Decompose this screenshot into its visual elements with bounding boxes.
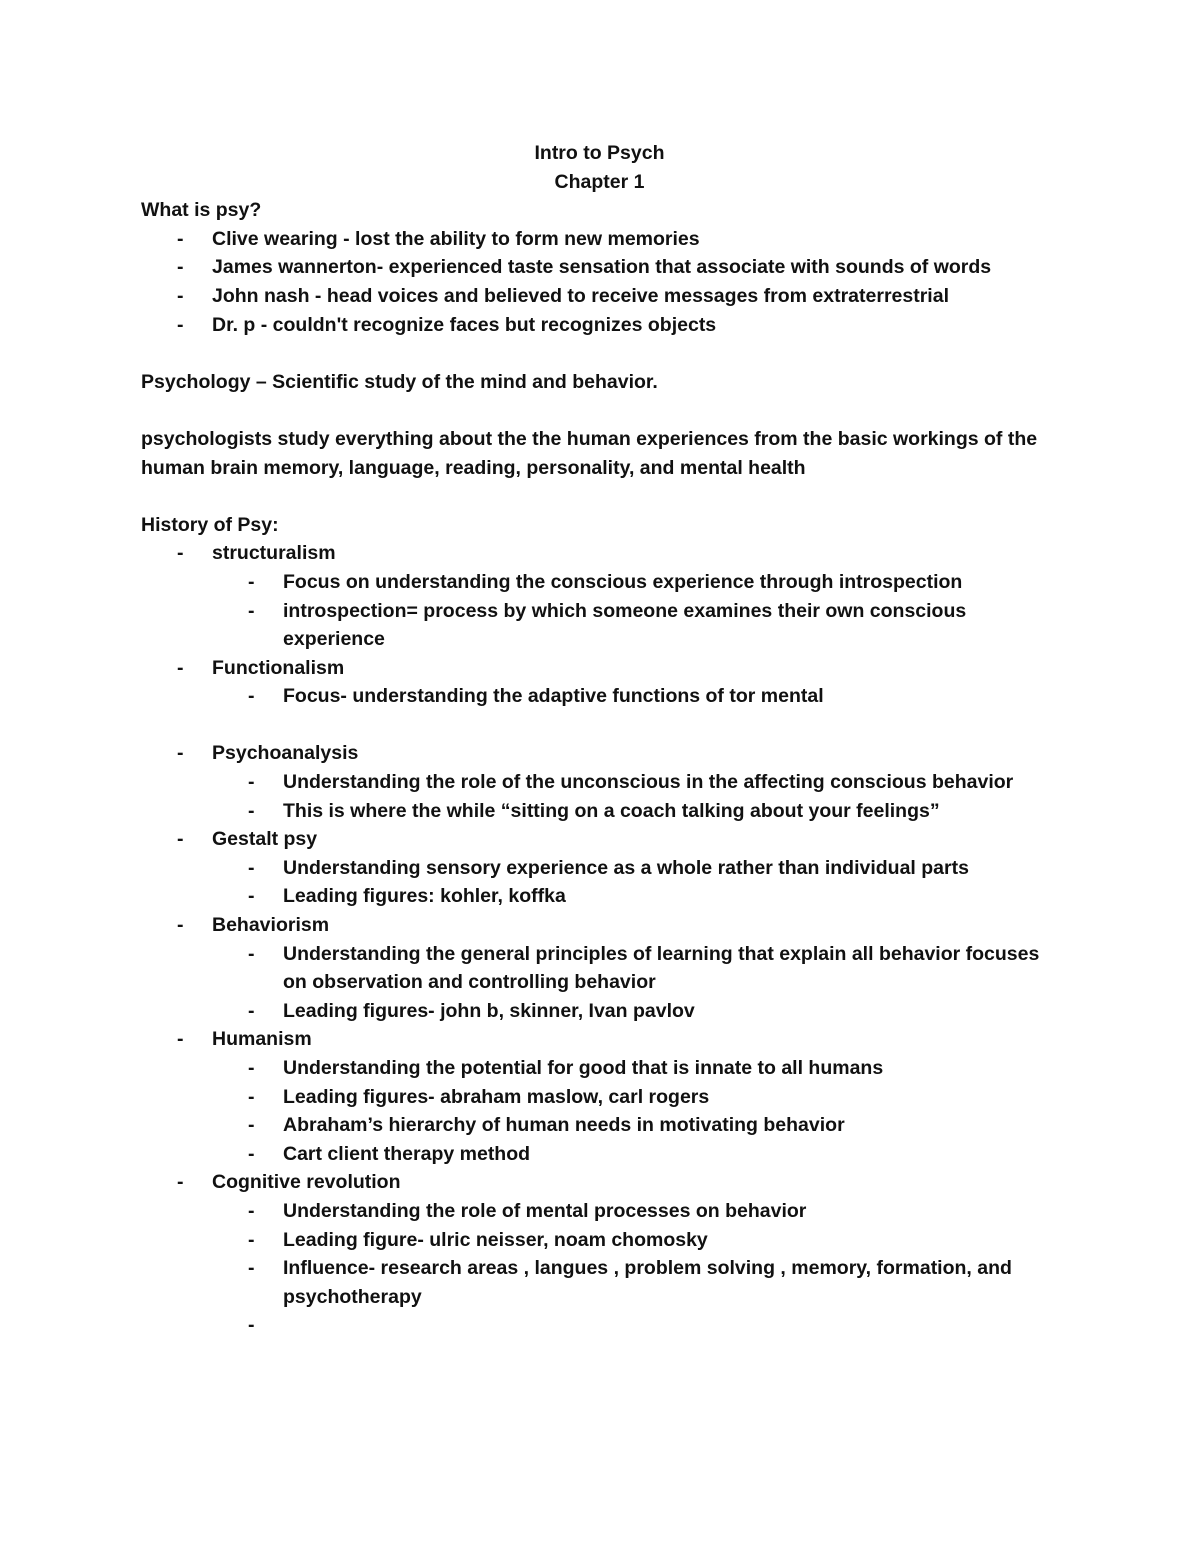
bullet-dash: - — [248, 885, 255, 908]
sub-list-item-text: Leading figures- abraham maslow, carl rogers — [283, 1085, 710, 1108]
sub-list-item — [212, 1111, 1051, 1140]
sub-list-item — [212, 597, 1051, 654]
sub-list-item-text: introspection= process by which someone examines their own conscious experience — [283, 599, 967, 651]
spacer — [141, 482, 1051, 511]
bullet-dash: - — [177, 313, 184, 336]
list-item-text: Clive wearing - lost the ability to form new memories — [212, 227, 700, 250]
sub-list-item — [212, 940, 1051, 997]
school-points — [212, 768, 1051, 825]
bullet-dash: - — [177, 1171, 184, 1194]
sub-list-item — [212, 1054, 1051, 1083]
school-points — [212, 1197, 1051, 1340]
school-item — [141, 911, 1051, 1025]
bullet-dash: - — [248, 570, 255, 593]
bullet-dash: - — [177, 227, 184, 250]
bullet-dash: - — [248, 999, 255, 1022]
bullet-dash: - — [248, 1314, 255, 1337]
sub-list-item-text: Understanding sensory experience as a whole rather than individual parts — [283, 856, 969, 879]
sub-list-item-text: This is where the while “sitting on a coach talking about your feelings” — [283, 799, 940, 822]
school-name: Behaviorism — [212, 914, 330, 937]
sub-list-item — [212, 1197, 1051, 1226]
bullet-dash: - — [248, 942, 255, 965]
school-name: Cognitive revolution — [212, 1171, 401, 1194]
sub-list-item — [212, 854, 1051, 883]
bullet-dash: - — [177, 914, 184, 937]
bullet-dash: - — [248, 599, 255, 622]
school-points — [212, 1054, 1051, 1168]
sub-list-item-text: Understanding the role of the unconscious in the affecting conscious behavior — [283, 771, 1014, 794]
bullet-dash: - — [177, 656, 184, 679]
document-subtitle: Chapter 1 — [554, 170, 645, 193]
bullet-dash: - — [248, 1228, 255, 1251]
sub-list-item — [212, 1311, 1051, 1340]
bullet-dash: - — [177, 284, 184, 307]
sub-list-item-text: Cart client therapy method — [283, 1142, 531, 1165]
section-heading-what-is-psy: What is psy? — [141, 199, 262, 222]
history-list — [141, 539, 1051, 711]
sub-list-item-text: Leading figures- john b, skinner, Ivan pavlov — [283, 999, 695, 1022]
sub-list-item-text: Understanding the general principles of learning that explain all behavior focuses on observation and controlling behavior — [283, 942, 1040, 994]
document-title: Intro to Psych — [534, 142, 665, 164]
bullet-dash: - — [248, 1057, 255, 1079]
bullet-dash: - — [248, 1114, 255, 1137]
list-item — [141, 282, 1051, 311]
school-points — [212, 940, 1051, 1026]
sub-list-item — [212, 1083, 1051, 1112]
history-list-continued — [141, 739, 1051, 1339]
list-item — [141, 311, 1051, 340]
bullet-dash: - — [177, 256, 184, 279]
psychology-definition: Psychology – Scientific study of the mind and behavior. — [141, 370, 658, 393]
list-item — [141, 253, 1051, 282]
psychologists-paragraph: psychologists study everything about the the human experiences from the basic workings of the human brain memory, language, reading, personality, and mental health — [141, 427, 1038, 479]
school-item — [141, 739, 1051, 825]
bullet-dash: - — [248, 1085, 255, 1108]
school-name: Humanism — [212, 1028, 312, 1051]
list-item-text: James wannerton- experienced taste sensation that associate with sounds of words — [212, 256, 992, 279]
school-points — [212, 682, 1051, 711]
sub-list-item — [212, 682, 1051, 711]
sub-list-item-text: Influence- research areas , langues , problem solving , memory, formation, and psychotherapy — [283, 1257, 1012, 1308]
sub-list-item — [212, 768, 1051, 797]
bullet-dash: - — [248, 799, 255, 822]
sub-list-item-text: Leading figure- ulric neisser, noam chomosky — [283, 1228, 708, 1251]
school-item — [141, 539, 1051, 653]
school-points — [212, 568, 1051, 654]
spacer — [141, 396, 1051, 425]
school-points — [212, 854, 1051, 911]
sub-list-item-text: Leading figures: kohler, koffka — [283, 885, 566, 908]
sub-list-item-text: Understanding the role of mental processes on behavior — [283, 1199, 807, 1222]
section-heading-history: History of Psy: — [141, 513, 279, 536]
school-name: structuralism — [212, 542, 336, 565]
bullet-dash: - — [248, 1257, 255, 1280]
bullet-dash: - — [177, 542, 184, 565]
what-is-psy-list — [141, 225, 1051, 339]
school-item — [141, 825, 1051, 911]
bullet-dash: - — [248, 1199, 255, 1222]
sub-list-item — [212, 1226, 1051, 1255]
school-name: Functionalism — [212, 656, 345, 679]
sub-list-item — [212, 568, 1051, 597]
list-item-text: John nash - head voices and believed to receive messages from extraterrestrial — [212, 284, 949, 307]
school-name: Gestalt psy — [212, 828, 318, 851]
bullet-dash: - — [248, 1142, 255, 1165]
school-item — [141, 1025, 1051, 1168]
school-name: Psychoanalysis — [212, 742, 359, 765]
list-item — [141, 225, 1051, 254]
school-item — [141, 1168, 1051, 1340]
document-body — [141, 139, 1051, 1340]
spacer — [141, 339, 1051, 368]
spacer — [141, 711, 1051, 740]
list-item-text: Dr. p - couldn't recognize faces but recognizes objects — [212, 313, 717, 336]
sub-list-item — [212, 1254, 1051, 1311]
bullet-dash: - — [177, 1028, 184, 1051]
sub-list-item-text: Focus on understanding the conscious experience through introspection — [283, 570, 963, 593]
bullet-dash: - — [248, 685, 255, 708]
bullet-dash: - — [248, 856, 255, 879]
sub-list-item — [212, 882, 1051, 911]
bullet-dash: - — [248, 771, 255, 794]
sub-list-item-text: Abraham’s hierarchy of human needs in motivating behavior — [283, 1114, 845, 1137]
sub-list-item — [212, 1140, 1051, 1169]
sub-list-item-text: Focus- understanding the adaptive functions of tor mental — [283, 685, 824, 708]
bullet-dash: - — [177, 742, 184, 765]
sub-list-item-text: Understanding the potential for good that is innate to all humans — [283, 1057, 884, 1079]
sub-list-item — [212, 997, 1051, 1026]
sub-list-item — [212, 797, 1051, 826]
school-item — [141, 654, 1051, 711]
bullet-dash: - — [177, 828, 184, 851]
sub-list-item-text — [283, 1311, 1051, 1340]
